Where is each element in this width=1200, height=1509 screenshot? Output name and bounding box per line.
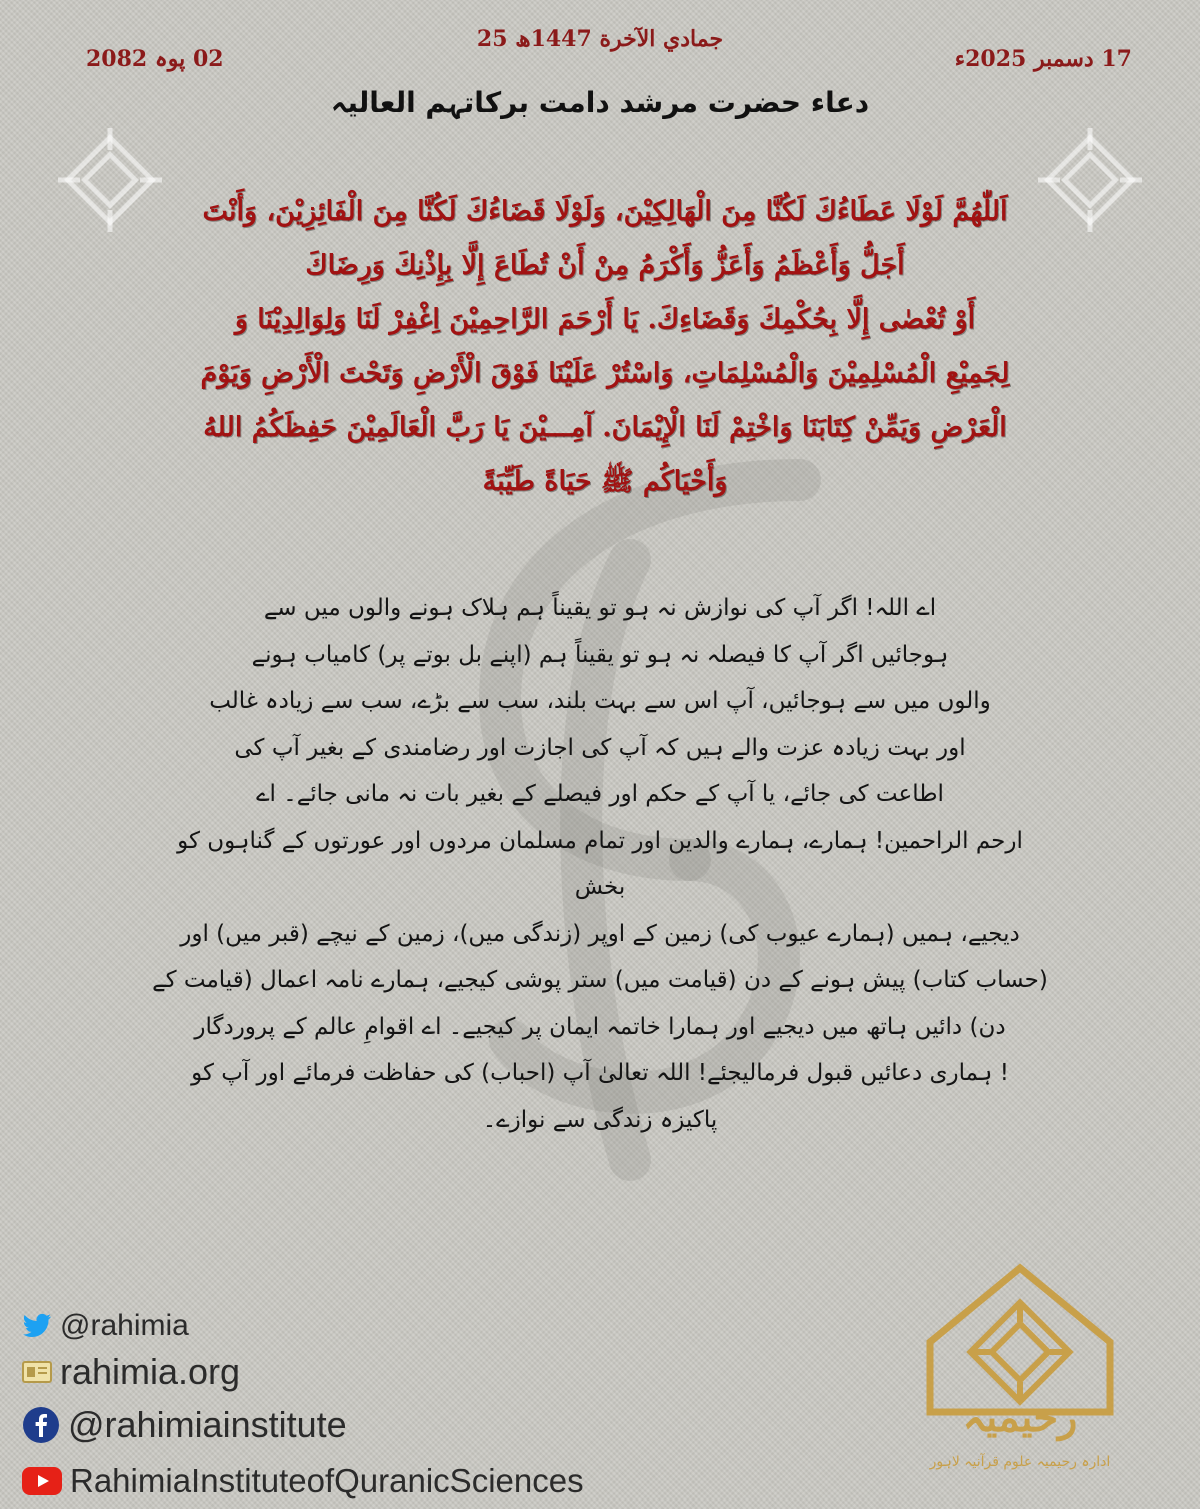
- gregorian-date: 17 دسمبر 2025ء: [954, 46, 1132, 72]
- urdu-line: اور بہت زیادہ عزت والے ہیں کہ آپ کی اجازت اور رضامندی کے بغیر آپ کی: [234, 734, 966, 761]
- urdu-line: دن) دائیں ہاتھ میں دیجیے اور ہمارا خاتمہ ایمان پر کیجیے۔ اے اقوامِ عالم کے پروردگار: [194, 1013, 1006, 1040]
- arabic-line: أَوْ تُعْصٰى إِلَّا بِحُكْمِكَ وَقَضَاءِكَ. يَا أَرْحَمَ الرَّاحِمِيْنَ اِغْفِرْ لَنَا وَلِوَالِدِيْنَا وَ: [234, 304, 976, 335]
- urdu-translation: [150, 585, 1050, 1143]
- urdu-line: ! ہماری دعائیں قبول فرمالیجئے! اللہ تعالیٰ آپ (احباب) کی حفاظت فرمائے اور آپ کو: [191, 1060, 1009, 1086]
- arabic-dua: [110, 185, 1100, 509]
- arabic-line: لِجَمِيْعِ الْمُسْلِمِيْنَ وَالْمُسْلِمَاتِ، وَاسْتُرْ عَلَيْنَا فَوْقَ الْأَرْضِ وَتَحْتَ الْأَرْضِ وَيَوْمَ: [200, 358, 1010, 389]
- facebook-icon: [22, 1406, 60, 1444]
- youtube-link[interactable]: [22, 1453, 584, 1509]
- hijri-date: 25 جمادي الآخرة 1447ھ: [476, 26, 724, 52]
- twitter-handle: @rahimia: [60, 1309, 189, 1342]
- urdu-line: ارحم الراحمین! ہمارے، ہمارے والدین اور تمام مسلمان مردوں اور عورتوں کے گناہوں کو بخش: [177, 827, 1023, 900]
- bikrami-date: 02 پوہ 2082: [86, 46, 224, 72]
- urdu-line: (حساب کتاب) پیش ہونے کے دن (قیامت میں) ستر پوشی کیجیے، ہمارے نامہ اعمال (قیامت کے: [152, 967, 1048, 993]
- urdu-line: ہوجائیں اگر آپ کا فیصلہ نہ ہو تو یقیناً ہم (اپنے بل بوتے پر) کامیاب ہونے: [251, 641, 949, 668]
- website-url: rahimia.org: [60, 1351, 241, 1392]
- website-icon: [22, 1359, 52, 1385]
- youtube-icon: [22, 1467, 62, 1495]
- facebook-link[interactable]: [22, 1397, 584, 1453]
- arabic-line: وَأَحْيَاكُم ﷺ حَيَاةً طَيِّبَةً: [482, 466, 728, 497]
- arabic-line: أَجَلُّ وَأَعْظَمُ وَأَعَزُّ وَأَكْرَمُ مِنْ أَنْ تُطَاعَ إِلَّا بِإِذْنِكَ وَرِضَاكَ: [305, 250, 905, 281]
- urdu-line: دیجیے، ہمیں (ہمارے عیوب کی) زمین کے اوپر (زندگی میں)، زمین کے نیچے (قبر میں) اور: [180, 920, 1020, 947]
- social-links: [22, 1305, 584, 1509]
- urdu-line: اطاعت کی جائے، یا آپ کے حکم اور فیصلے کے بغیر بات نہ مانی جائے۔ اے: [256, 781, 944, 807]
- facebook-handle: @rahimiainstitute: [68, 1404, 347, 1445]
- page-title: دعاء حضرت مرشد دامت برکاتہم العالیہ: [330, 86, 870, 119]
- arabic-line: الْعَرْضِ وَيَمِّنْ كِتَابَنَا وَاخْتِمْ لَنَا الْإِيْمَانَ. آمِـــيْنَ يَا رَبَّ الْعَالَمِيْنَ حَفِظَكُمُ اللهُ: [203, 412, 1007, 443]
- arabic-line: اَللّٰھُمَّ لَوْلَا عَطَاءُكَ لَكُنَّا مِنَ الْهَالِكِيْنَ، وَلَوْلَا قَضَاءُكَ لَكُنَّا مِنَ الْفَائِزِيْنَ، وَأَنْتَ: [202, 196, 1008, 227]
- logo-subtitle: ادارہ رحیمیہ علوم قرآنیہ لاہور: [929, 1454, 1111, 1470]
- youtube-channel: RahimiaInstituteofQuranicSciences: [70, 1462, 584, 1499]
- logo-wordmark: رحیمیہ: [962, 1394, 1078, 1441]
- urdu-line: اے اللہ! اگر آپ کی نوازش نہ ہو تو یقیناً ہم ہلاک ہونے والوں میں سے: [263, 595, 937, 621]
- rahimia-logo: [900, 1262, 1140, 1492]
- urdu-line: پاکیزہ زندگی سے نوازے۔: [482, 1106, 718, 1133]
- urdu-line: والوں میں سے ہوجائیں، آپ اس سے بہت بلند، سب سے بڑے، سب سے زیادہ غالب: [209, 688, 991, 714]
- twitter-link[interactable]: [22, 1305, 584, 1347]
- website-link[interactable]: [22, 1347, 584, 1397]
- twitter-icon: [22, 1313, 52, 1339]
